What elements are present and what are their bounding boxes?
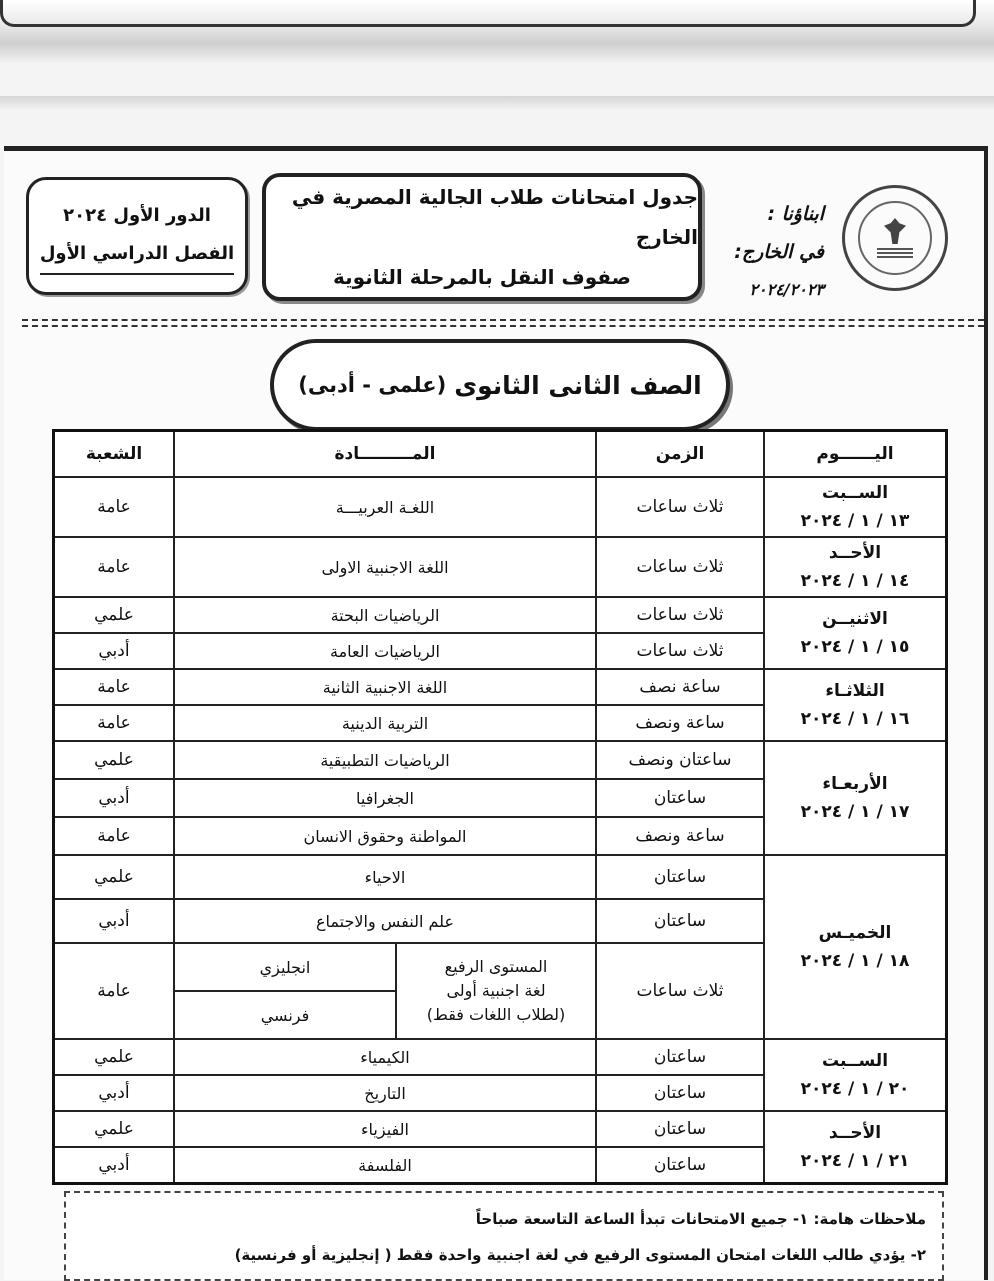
section-cell: عامة	[54, 477, 175, 537]
title-box	[262, 173, 702, 301]
day-date: ١٨ / ١ / ٢٠٢٤	[800, 951, 910, 971]
time-cell: ثلاث ساعات	[596, 597, 764, 633]
note-line2: ٢- يؤدي طالب اللغات امتحان المستوى الرفيع في لغة اجنبية واحدة فقط ( إنجليزية أو فرنسية)	[234, 1246, 926, 1264]
table-row	[54, 1111, 947, 1147]
section-cell: أدبي	[54, 1075, 175, 1111]
important-notes	[64, 1191, 944, 1281]
subject-cell: الفلسفة	[174, 1147, 596, 1184]
time-cell: ساعة ونصف	[596, 705, 764, 741]
section-cell: أدبي	[54, 1147, 175, 1184]
section-cell: عامة	[54, 537, 175, 597]
section-cell: عامة	[54, 817, 175, 855]
abroad-label	[684, 195, 824, 309]
section-cell: علمي	[54, 597, 175, 633]
subject-cell: الجغرافيا	[174, 779, 596, 817]
academic-year: ٢٠٢٤/٢٠٢٣	[749, 280, 824, 299]
subject-cell: اللغة الاجنبية الاولى	[174, 537, 596, 597]
section-cell: علمي	[54, 1039, 175, 1075]
title-line1: جدول امتحانات طلاب الجالية المصرية في الخارج	[291, 185, 698, 249]
round-line2: الفصل الدراسي الأول	[40, 235, 234, 275]
table-row	[54, 741, 947, 779]
abroad-line2: في الخارج:	[734, 241, 824, 263]
day-name: الاثنيــن	[822, 609, 888, 629]
section-cell: علمي	[54, 1111, 175, 1147]
level-line3: (لطلاب اللغات فقط)	[426, 1005, 566, 1024]
day-date: ١٦ / ١ / ٢٠٢٤	[800, 709, 910, 729]
time-cell: ساعتان	[596, 855, 764, 899]
exam-schedule-table	[52, 429, 948, 1185]
table-header-row	[54, 431, 947, 478]
time-cell: ساعتان	[596, 899, 764, 943]
day-cell	[764, 669, 947, 741]
time-cell: ثلاث ساعات	[596, 633, 764, 669]
title-line2: صفوف النقل بالمرحلة الثانوية	[333, 265, 631, 289]
day-name: الخميـس	[818, 923, 892, 943]
day-name: الأحــد	[828, 543, 882, 563]
table-row	[54, 855, 947, 899]
section-cell: أدبي	[54, 633, 175, 669]
subject-cell: الكيمياء	[174, 1039, 596, 1075]
subject-cell: اللغـة العربيـــة	[174, 477, 596, 537]
day-date: ١٧ / ١ / ٢٠٢٤	[800, 802, 910, 822]
round-line1: الدور الأول ٢٠٢٤	[63, 205, 211, 226]
option-french: فرنسي	[174, 991, 396, 1039]
section-cell: علمي	[54, 855, 175, 899]
day-cell	[764, 1039, 947, 1111]
day-cell	[764, 1111, 947, 1184]
section-cell: عامة	[54, 705, 175, 741]
subject-cell: التاريخ	[174, 1075, 596, 1111]
subject-cell: الرياضيات البحتة	[174, 597, 596, 633]
grade-title-text: الصف الثانى الثانوى	[454, 370, 702, 400]
level-line2: لغة اجنبية أولى	[446, 981, 546, 1000]
section-cell: علمي	[54, 741, 175, 779]
subject-cell: المواطنة وحقوق الانسان	[174, 817, 596, 855]
header-time: الزمن	[596, 431, 764, 478]
day-name: الثلاثـاء	[825, 681, 885, 701]
section-cell: أدبي	[54, 899, 175, 943]
section-cell: عامة	[54, 943, 175, 1039]
day-date: ١٥ / ١ / ٢٠٢٤	[800, 637, 910, 657]
ministry-logo-icon	[842, 185, 948, 291]
subject-cell: الاحياء	[174, 855, 596, 899]
day-date: ١٤ / ١ / ٢٠٢٤	[800, 571, 910, 591]
previous-page-frame	[0, 0, 976, 27]
time-cell: ساعتان	[596, 1147, 764, 1184]
day-cell	[764, 477, 947, 537]
time-cell: ثلاث ساعات	[596, 537, 764, 597]
day-name: الســبت	[821, 1051, 889, 1071]
grade-title	[270, 339, 730, 431]
table-row	[54, 537, 947, 597]
subject-cell: الرياضيات التطبيقية	[174, 741, 596, 779]
day-date: ٢١ / ١ / ٢٠٢٤	[800, 1151, 910, 1171]
time-cell: ثلاث ساعات	[596, 477, 764, 537]
header-section: الشعبة	[54, 431, 175, 478]
time-cell: ساعتان	[596, 779, 764, 817]
table-row	[54, 1039, 947, 1075]
table-row	[54, 597, 947, 633]
subject-cell: التربية الدينية	[174, 705, 596, 741]
table-row	[54, 477, 947, 537]
level-line1: المستوى الرفيع	[444, 957, 548, 976]
time-cell: ساعة ونصف	[596, 817, 764, 855]
day-cell	[764, 741, 947, 855]
time-cell: ساعتان	[596, 1039, 764, 1075]
subject-cell: اللغة الاجنبية الثانية	[174, 669, 596, 705]
day-cell	[764, 597, 947, 669]
time-cell: ساعة نصف	[596, 669, 764, 705]
day-name: الأربعـاء	[822, 774, 888, 794]
time-cell: ساعتان	[596, 1111, 764, 1147]
header-subject: المـــــــــادة	[174, 431, 596, 478]
day-name: الســبت	[821, 483, 889, 503]
grade-branches: (علمى - أدبى)	[298, 373, 447, 397]
time-cell: ثلاث ساعات	[596, 943, 764, 1039]
scan-top-edge	[0, 0, 994, 62]
day-date: ١٣ / ١ / ٢٠٢٤	[800, 511, 910, 531]
scan-band	[0, 96, 994, 110]
time-cell: ساعتان	[596, 1075, 764, 1111]
subject-cell: علم النفس والاجتماع	[174, 899, 596, 943]
abroad-line1: ابناؤنا :	[767, 203, 824, 225]
day-cell	[764, 855, 947, 1039]
table-row	[54, 669, 947, 705]
dashed-divider	[22, 319, 984, 327]
subject-cell: الرياضيات العامة	[174, 633, 596, 669]
advanced-level-cell	[396, 943, 596, 1039]
document-page	[4, 146, 988, 1280]
note-line1: ملاحظات هامة: ١- جميع الامتحانات تبدأ الساعة التاسعة صباحاً	[475, 1210, 926, 1228]
day-cell	[764, 537, 947, 597]
subject-cell: الفيزياء	[174, 1111, 596, 1147]
day-date: ٢٠ / ١ / ٢٠٢٤	[800, 1079, 910, 1099]
section-cell: عامة	[54, 669, 175, 705]
option-english: انجليزي	[174, 943, 396, 991]
section-cell: أدبي	[54, 779, 175, 817]
day-name: الأحــد	[828, 1123, 882, 1143]
header-day: اليــــــوم	[764, 431, 947, 478]
time-cell: ساعتان ونصف	[596, 741, 764, 779]
round-box	[26, 177, 248, 295]
